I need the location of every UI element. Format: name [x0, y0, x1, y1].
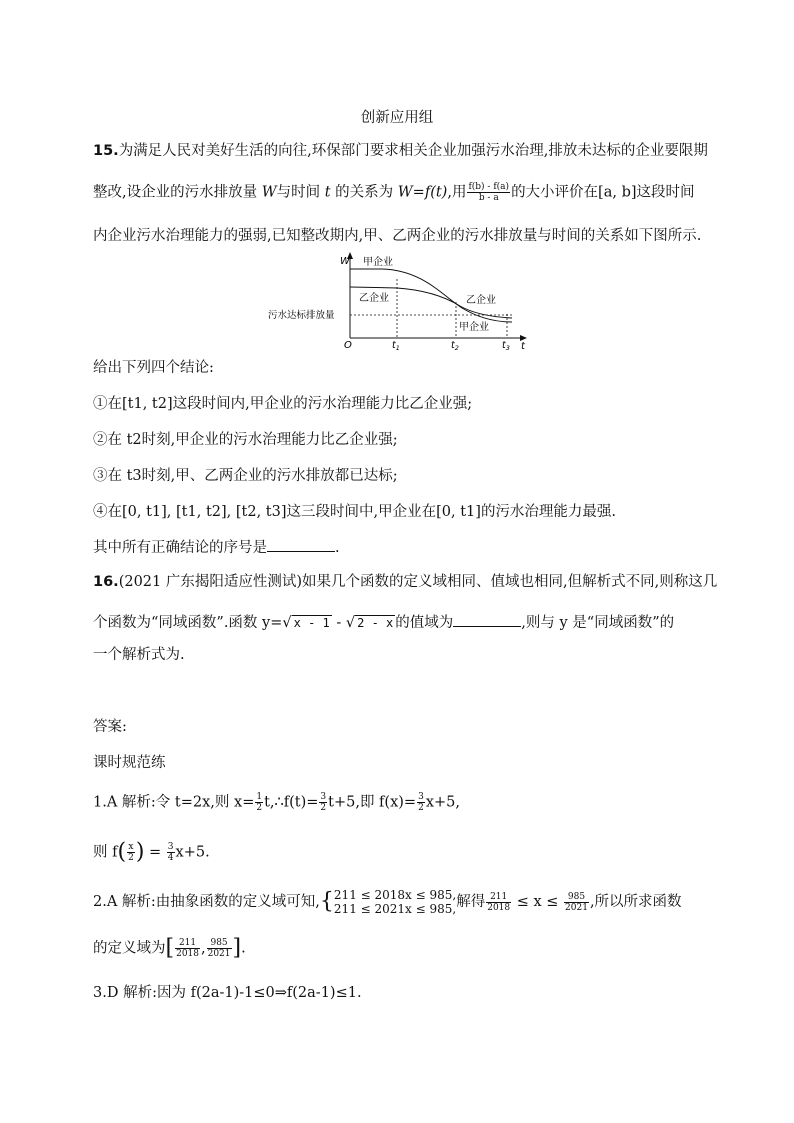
answer-2-line1 — [93, 888, 682, 916]
frac-den: 2021 — [565, 902, 588, 913]
frac-den: 2 — [320, 803, 327, 813]
tick-t1: $t_1$ — [392, 340, 400, 352]
answer-1-text-d: x+5, — [425, 794, 460, 811]
q15-text2b: 与时间 — [276, 184, 321, 201]
frac-den: 2018 — [176, 949, 199, 959]
answer-2-text-d: ,所以所求函数 — [589, 894, 682, 910]
origin-label: O — [344, 340, 352, 351]
frac-den: 4 — [167, 853, 174, 863]
tick-t3: $t_3$ — [502, 340, 510, 352]
frac-num: 211 — [486, 892, 511, 903]
label-yi-right: 乙企业 — [466, 295, 496, 306]
answer-1-label: 1.A — [93, 794, 118, 811]
emission-figure — [262, 250, 542, 355]
frac-den: 2 — [418, 803, 424, 813]
q15-line3: 内企业污水治理能力的强弱,已知整改期内,甲、乙两企业的污水排放量与时间的关系如下图所示. — [93, 228, 702, 244]
q16-text2b: 的值域为 — [395, 615, 454, 631]
left-bracket: [ — [165, 935, 175, 961]
answer-1-line2-c: x+5. — [175, 844, 210, 861]
answer-2-label: 2.A — [93, 894, 118, 910]
q15-line1 — [93, 141, 708, 161]
q16-text2c: ,则与 y 是“同域函数”的 — [521, 615, 675, 631]
q15-ask-end: . — [335, 540, 340, 556]
q16-text2a: 个函数为“同域函数”.函数 y= — [93, 615, 283, 631]
answer-1-paren-frac — [127, 842, 135, 863]
answer-2-system — [334, 888, 456, 916]
answer-2-frac2 — [564, 892, 589, 913]
q15-ask: 其中所有正确结论的序号是 — [93, 540, 267, 556]
tick-t2: $t_2$ — [451, 340, 459, 352]
frac-num: x — [128, 842, 134, 852]
q15-conclusion-4: ④在[0, t1], [t1, t2], [t2, t3]这三段时间中,甲企业在[0, t1]的污水治理能力最强. — [93, 504, 617, 520]
q16-number: 16. — [93, 574, 119, 590]
q15-text1: 为满足人民对美好生活的向往,环保部门要求相关企业加强污水治理,排放未达标的企业要限期 — [118, 143, 708, 159]
frac-num: 3 — [320, 792, 327, 802]
q15-text2a: 整改,设企业的污水排放量 — [93, 184, 258, 201]
answer-2-line2: 的定义域为 — [93, 940, 166, 957]
answer-1-line2 — [93, 839, 210, 865]
q15-var-t: t — [324, 184, 331, 201]
answer-1-frac2 — [319, 792, 327, 813]
q15-conclusion-3: ③在 t3时刻,甲、乙两企业的污水排放都已达标; — [93, 468, 398, 484]
answer-1-text-a: 解析:令 t=2x,则 x= — [121, 794, 255, 811]
answer-2-text-c: ≤ x ≤ — [512, 894, 564, 910]
ineq-1: 211 ≤ 2018x ≤ 985, — [333, 888, 457, 902]
q15-given: 给出下列四个结论: — [93, 360, 214, 376]
x-axis-label: t — [521, 341, 525, 352]
answer-1-line1 — [93, 792, 460, 813]
frac-num: 985 — [564, 892, 589, 903]
label-yi-left: 乙企业 — [359, 293, 389, 304]
answer-1-text-c: t+5,即 f(x)= — [328, 794, 417, 811]
answer-1-line2-a: 则 f — [93, 844, 118, 861]
frac-den: 2021 — [207, 949, 231, 959]
y-axis-label: W — [340, 256, 350, 267]
right-paren: ) — [135, 839, 145, 865]
q16-sqrt1: x - 1 — [293, 616, 330, 630]
frac-num: 1 — [256, 792, 263, 802]
frac-num: 3 — [418, 792, 424, 802]
q15-question — [93, 537, 340, 558]
left-brace: { — [319, 889, 334, 914]
answer-2-line2: 的定义域为[ $\frac{211}{2018}$ , $\frac{985}{2021}$ ]. — [93, 935, 246, 961]
frac-num: 211 — [175, 938, 200, 949]
q15-text2c: 的关系为 — [335, 184, 394, 201]
answer-1-frac3 — [417, 792, 425, 813]
answer-3-label: 3.D — [93, 985, 119, 1001]
frac-den: 2 — [128, 853, 134, 863]
q15-conclusion-1: ①在[t1, t2]这段时间内,甲企业的污水治理能力比乙企业强; — [93, 396, 473, 412]
q15-frac-den: b - a — [478, 193, 499, 203]
standard-line-label: 污水达标排放量 — [268, 310, 335, 321]
answer-blank-16 — [453, 612, 521, 627]
ineq-2: 211 ≤ 2021x ≤ 985, — [333, 902, 457, 916]
answer-2-frac1 — [486, 892, 511, 913]
q15-frac-num: f(b) - f(a) — [468, 182, 510, 192]
q16-text1: (2021 广东揭阳适应性测试)如果几个函数的定义域相同、值域也相同,但解析式不同,则称这几 — [118, 574, 718, 590]
answer-2-text-b: 解得 — [456, 894, 486, 910]
frac-num: 3 — [167, 842, 174, 852]
answer-3-line1 — [93, 983, 362, 1003]
q16-line1 — [93, 572, 717, 592]
answer-1-line2-b: = — [144, 844, 166, 861]
answer-1-text-b: t,∴f(t)= — [264, 794, 319, 811]
answer-2-int1 — [175, 938, 200, 959]
answer-1-frac1 — [255, 792, 263, 813]
section-title: 创新应用组 — [360, 110, 434, 126]
q15-number: 15. — [93, 143, 119, 159]
q15-text2e: 的大小评价在[a, b]这段时间 — [511, 184, 695, 201]
answers-heading: 答案: — [93, 719, 127, 735]
label-jia-top: 甲企业 — [363, 257, 393, 268]
q15-text2d: ,用 — [447, 184, 467, 201]
answer-blank-15 — [267, 537, 335, 552]
answers-subheading: 课时规范练 — [93, 755, 166, 771]
answer-2-int2 — [207, 938, 232, 959]
answer-3-text: 解析:因为 f(2a-1)-1≤0⇒f(2a-1)≤1. — [123, 985, 362, 1001]
answer-1-frac4 — [167, 842, 175, 863]
answer-2-end: . — [241, 940, 246, 957]
q15-formula: W=f(t) — [397, 184, 448, 201]
label-jia-bottom: 甲企业 — [459, 322, 489, 333]
q16-sqrt2: 2 - x — [357, 616, 394, 630]
answer-2-text-a: 解析:由抽象函数的定义域可知, — [121, 894, 320, 910]
q15-fraction — [467, 182, 510, 203]
frac-den: 2018 — [487, 902, 511, 913]
q15-line2 — [93, 182, 695, 203]
q16-line2: 个函数为“同域函数”.函数 y=√ x - 1 - √ 2 - x 的值域为 ,则与 y 是“同域函数”的 — [93, 612, 674, 633]
q16-minus: - — [331, 615, 346, 631]
left-paren: ( — [117, 839, 127, 865]
frac-num: 985 — [207, 938, 232, 949]
q16-line3: 一个解析式为. — [93, 647, 185, 663]
q15-var-w: W — [261, 184, 277, 201]
frac-den: 2 — [256, 803, 263, 813]
q15-conclusion-2: ②在 t2时刻,甲企业的污水治理能力比乙企业强; — [93, 432, 398, 448]
right-bracket: ] — [232, 935, 242, 961]
